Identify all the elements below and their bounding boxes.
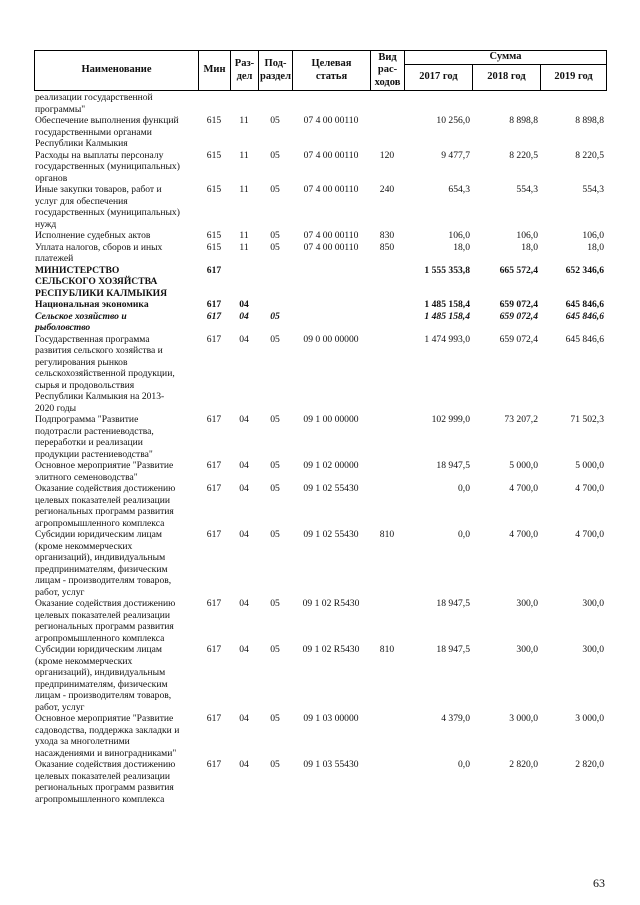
row-sum-2018: 659 072,4 — [499, 299, 538, 310]
row-name: Субсидии юридическим лицам (кроме некоммерческих организаций), индивидуальным предпринимателям, физическим лицам - производителям товаров, работ, услуг — [35, 529, 172, 598]
row-sum-2017: 10 256,0 — [436, 115, 470, 126]
row-vid: 120 — [379, 149, 395, 161]
row-sum-2018: 300,0 — [516, 598, 538, 609]
row-sum-2018: 300,0 — [516, 644, 538, 655]
row-razdel: 04 — [239, 759, 249, 770]
row-razdel: 11 — [239, 115, 249, 126]
row-target: 09 1 00 00000 — [303, 414, 359, 425]
row-name: Обеспечение выполнения функций государственными органами Республики Калмыкия — [35, 115, 179, 149]
row-sum-2017: 18,0 — [453, 241, 470, 253]
row-name: Расходы на выплаты персоналу государственных (муниципальных) органов — [35, 149, 180, 184]
row-podrazdel: 05 — [270, 529, 280, 540]
row-vid: 240 — [379, 184, 395, 195]
row-razdel: 11 — [239, 241, 249, 253]
row-sum-2017: 18 947,5 — [436, 598, 470, 609]
row-vid — [370, 460, 404, 483]
row-sum-2018: 106,0 — [516, 230, 538, 241]
table-body — [34, 92, 606, 805]
row-target: 09 1 02 R5430 — [302, 644, 360, 655]
row-sum-2017: 18 947,5 — [436, 644, 470, 655]
row-sum-2018: 8 220,5 — [509, 149, 538, 161]
row-sum-2019: 645 846,6 — [565, 333, 604, 345]
row-podrazdel: 05 — [270, 414, 280, 425]
row-vid: 830 — [379, 230, 395, 241]
table-row — [34, 414, 606, 460]
table-row — [34, 92, 606, 115]
row-sum-2018: 5 000,0 — [509, 460, 538, 471]
row-target: 07 4 00 00110 — [303, 184, 359, 195]
row-name: реализации государственной программы" — [35, 92, 153, 115]
row-razdel: 04 — [239, 460, 249, 471]
row-podrazdel: 05 — [270, 230, 280, 241]
row-sum-2018: 3 000,0 — [509, 713, 538, 724]
row-razdel: 04 — [239, 299, 249, 310]
header-podrazdel: Под- раздел — [259, 51, 293, 91]
row-min: 617 — [206, 529, 222, 540]
table-row — [34, 529, 606, 598]
row-sum-2018: 659 072,4 — [499, 333, 538, 345]
row-sum-2019: 652 346,6 — [565, 264, 604, 276]
row-sum-2017: 106,0 — [448, 230, 470, 241]
row-podrazdel: 05 — [270, 115, 280, 126]
row-sum-2019: 300,0 — [582, 644, 604, 655]
header-2019: 2019 год — [541, 65, 607, 91]
row-name: Подпрограмма "Развитие подотрасли растениеводства, переработки и реализации продукции растениеводства" — [35, 414, 154, 460]
row-podrazdel — [258, 265, 292, 300]
row-sum-2019: 645 846,6 — [565, 310, 604, 322]
table-row — [34, 759, 606, 805]
page-number: 63 — [593, 876, 605, 890]
row-name: МИНИСТЕРСТВО СЕЛЬСКОГО ХОЗЯЙСТВА РЕСПУБЛИКИ КАЛМЫКИЯ — [35, 264, 168, 299]
table-header — [34, 50, 607, 91]
row-min: 617 — [206, 598, 222, 609]
row-razdel: 11 — [239, 149, 249, 161]
row-sum-2018: 659 072,4 — [499, 310, 538, 322]
row-name: Исполнение судебных актов — [35, 230, 151, 241]
row-min — [198, 92, 230, 115]
row-sum-2019: 554,3 — [582, 184, 604, 195]
row-target — [292, 311, 370, 334]
header-name: Наименование — [35, 51, 199, 91]
table-row — [34, 460, 606, 483]
table-row — [34, 483, 606, 529]
row-sum-2019: 5 000,0 — [575, 460, 604, 471]
row-min: 615 — [206, 184, 222, 195]
row-podrazdel — [258, 92, 292, 115]
row-target: 09 0 00 00000 — [303, 333, 359, 345]
row-name: Основное мероприятие "Развитие садоводства, поддержка закладки и ухода за многолетними насаждениями и виноградниками" — [35, 713, 180, 759]
table-row — [34, 115, 606, 150]
row-sum-2018: 4 700,0 — [509, 529, 538, 540]
table-row — [34, 150, 606, 185]
row-sum-2017: 102 999,0 — [431, 414, 470, 425]
row-razdel: 04 — [239, 598, 249, 609]
row-target: 07 4 00 00110 — [303, 230, 359, 241]
row-podrazdel: 05 — [270, 713, 280, 724]
row-target: 09 1 03 55430 — [303, 759, 359, 770]
row-podrazdel: 05 — [270, 759, 280, 770]
row-target: 07 4 00 00110 — [303, 241, 359, 253]
row-sum-2019: 8 898,8 — [575, 115, 604, 126]
row-name: Основное мероприятие "Развитие элитного семеноводства" — [35, 460, 174, 483]
row-podrazdel: 05 — [270, 333, 280, 345]
row-target: 09 1 03 00000 — [303, 713, 359, 724]
row-sum-2019: 8 220,5 — [575, 149, 604, 161]
header-vid: Вид рас- ходов — [371, 51, 405, 91]
row-podrazdel: 05 — [270, 460, 280, 471]
row-vid — [370, 299, 404, 311]
header-target: Целевая статья — [293, 51, 371, 91]
row-sum-2018: 8 898,8 — [509, 115, 538, 126]
table-row — [34, 311, 606, 334]
row-sum-2017: 1 485 158,4 — [424, 299, 470, 310]
row-podrazdel — [258, 299, 292, 311]
row-sum-2018: 2 820,0 — [509, 759, 538, 770]
table-row — [34, 334, 606, 415]
row-razdel: 04 — [239, 483, 249, 494]
row-sum-2019: 71 502,3 — [570, 414, 604, 425]
row-sum-2019: 3 000,0 — [575, 713, 604, 724]
row-razdel: 04 — [239, 310, 249, 322]
row-sum-2017: 654,3 — [448, 184, 470, 195]
row-target: 07 4 00 00110 — [303, 115, 359, 126]
header-2017: 2017 год — [405, 65, 473, 91]
row-sum-2017: 0,0 — [458, 529, 470, 540]
row-sum-2018: 554,3 — [516, 184, 538, 195]
header-razdel: Раз- дел — [231, 51, 259, 91]
row-sum-2017: 18 947,5 — [436, 460, 470, 471]
row-sum-2017: 0,0 — [458, 759, 470, 770]
row-target: 07 4 00 00110 — [303, 149, 359, 161]
table-row — [34, 644, 606, 713]
row-min: 617 — [206, 713, 222, 724]
row-vid — [370, 598, 404, 644]
row-min: 615 — [206, 115, 222, 126]
row-podrazdel: 05 — [270, 184, 280, 195]
row-sum-2018: 73 207,2 — [504, 414, 538, 425]
row-target — [292, 299, 370, 311]
row-sum-2019: 300,0 — [582, 598, 604, 609]
row-vid: 810 — [379, 529, 395, 540]
row-sum-2019: 645 846,6 — [565, 299, 604, 310]
table-row — [34, 265, 606, 300]
row-podrazdel: 05 — [270, 598, 280, 609]
table-row — [34, 230, 606, 242]
row-vid — [370, 311, 404, 334]
row-podrazdel: 05 — [270, 310, 280, 322]
row-razdel: 04 — [239, 333, 249, 345]
row-sum-2017: 9 477,7 — [441, 149, 470, 161]
row-name: Сельское хозяйство и рыболовство — [35, 310, 127, 333]
row-name: Субсидии юридическим лицам (кроме некоммерческих организаций), индивидуальным предпринимателям, физическим лицам - производителям товаров, работ, услуг — [35, 644, 172, 713]
row-vid — [370, 414, 404, 460]
row-min: 615 — [206, 241, 222, 253]
row-razdel: 11 — [239, 184, 249, 195]
row-razdel — [230, 92, 258, 115]
header-2018: 2018 год — [473, 65, 541, 91]
row-min: 617 — [206, 759, 222, 770]
row-min: 617 — [206, 333, 222, 345]
row-vid — [370, 713, 404, 759]
row-name: Уплата налогов, сборов и иных платежей — [35, 241, 163, 264]
row-sum-2019: 106,0 — [582, 230, 604, 241]
row-target: 09 1 02 00000 — [303, 460, 359, 471]
row-name: Оказание содействия достижению целевых показателей реализации региональных программ развития агропромышленного комплекса — [35, 759, 176, 805]
table-row — [34, 184, 606, 230]
row-razdel: 11 — [239, 230, 249, 241]
row-vid — [370, 115, 404, 150]
row-min: 615 — [206, 149, 222, 161]
row-target — [292, 265, 370, 300]
row-sum-2017: 1 474 993,0 — [424, 333, 470, 345]
table-row — [34, 713, 606, 759]
row-sum-2017: 0,0 — [458, 483, 470, 494]
row-name: Оказание содействия достижению целевых показателей реализации региональных программ развития агропромышленного комплекса — [35, 483, 176, 529]
row-min: 617 — [206, 644, 222, 655]
row-sum-2018: 18,0 — [521, 241, 538, 253]
row-razdel: 04 — [239, 529, 249, 540]
row-min: 617 — [206, 299, 222, 310]
row-razdel: 04 — [239, 414, 249, 425]
row-razdel: 04 — [239, 644, 249, 655]
row-sum-2019: 4 700,0 — [575, 483, 604, 494]
row-razdel — [230, 265, 258, 300]
row-podrazdel: 05 — [270, 644, 280, 655]
row-sum-2019: 2 820,0 — [575, 759, 604, 770]
row-sum-2017 — [404, 92, 472, 115]
row-vid: 850 — [379, 241, 395, 253]
row-sum-2017: 4 379,0 — [441, 713, 470, 724]
row-min: 617 — [206, 483, 222, 494]
table-row — [34, 299, 606, 311]
table-row — [34, 598, 606, 644]
row-min: 617 — [206, 460, 222, 471]
row-target: 09 1 02 55430 — [303, 529, 359, 540]
header-sum: Сумма — [405, 51, 607, 65]
row-target — [292, 92, 370, 115]
row-vid — [370, 334, 404, 415]
row-name: Оказание содействия достижению целевых показателей реализации региональных программ развития агропромышленного комплекса — [35, 598, 176, 644]
row-sum-2019: 4 700,0 — [575, 529, 604, 540]
row-sum-2017: 1 485 158,4 — [424, 310, 470, 322]
row-min: 617 — [206, 414, 222, 425]
row-sum-2018 — [472, 92, 540, 115]
header-min: Мин — [199, 51, 231, 91]
row-vid — [370, 483, 404, 529]
row-razdel: 04 — [239, 713, 249, 724]
row-vid — [370, 92, 404, 115]
row-target: 09 1 02 R5430 — [302, 598, 360, 609]
row-min: 617 — [206, 310, 222, 322]
row-podrazdel: 05 — [270, 483, 280, 494]
row-podrazdel: 05 — [270, 149, 280, 161]
row-name: Национальная экономика — [35, 299, 149, 310]
row-name: Государственная программа развития сельского хозяйства и регулирования рынков сельскохозяйственной продукции, сырья и продовольствия Республики Калмыкия на 2013- 2020 годы — [35, 333, 175, 414]
row-sum-2018: 665 572,4 — [499, 264, 538, 276]
row-podrazdel: 05 — [270, 241, 280, 253]
row-sum-2017: 1 555 353,8 — [424, 264, 470, 276]
row-sum-2018: 4 700,0 — [509, 483, 538, 494]
table-row — [34, 242, 606, 265]
row-min: 615 — [206, 230, 222, 241]
row-vid — [370, 265, 404, 300]
row-target: 09 1 02 55430 — [303, 483, 359, 494]
row-sum-2019: 18,0 — [587, 241, 604, 253]
row-sum-2019 — [540, 92, 606, 115]
row-name: Иные закупки товаров, работ и услуг для обеспечения государственных (муниципальных) нужд — [35, 184, 180, 230]
row-vid — [370, 759, 404, 805]
row-vid: 810 — [379, 644, 395, 655]
row-min: 617 — [206, 264, 222, 276]
